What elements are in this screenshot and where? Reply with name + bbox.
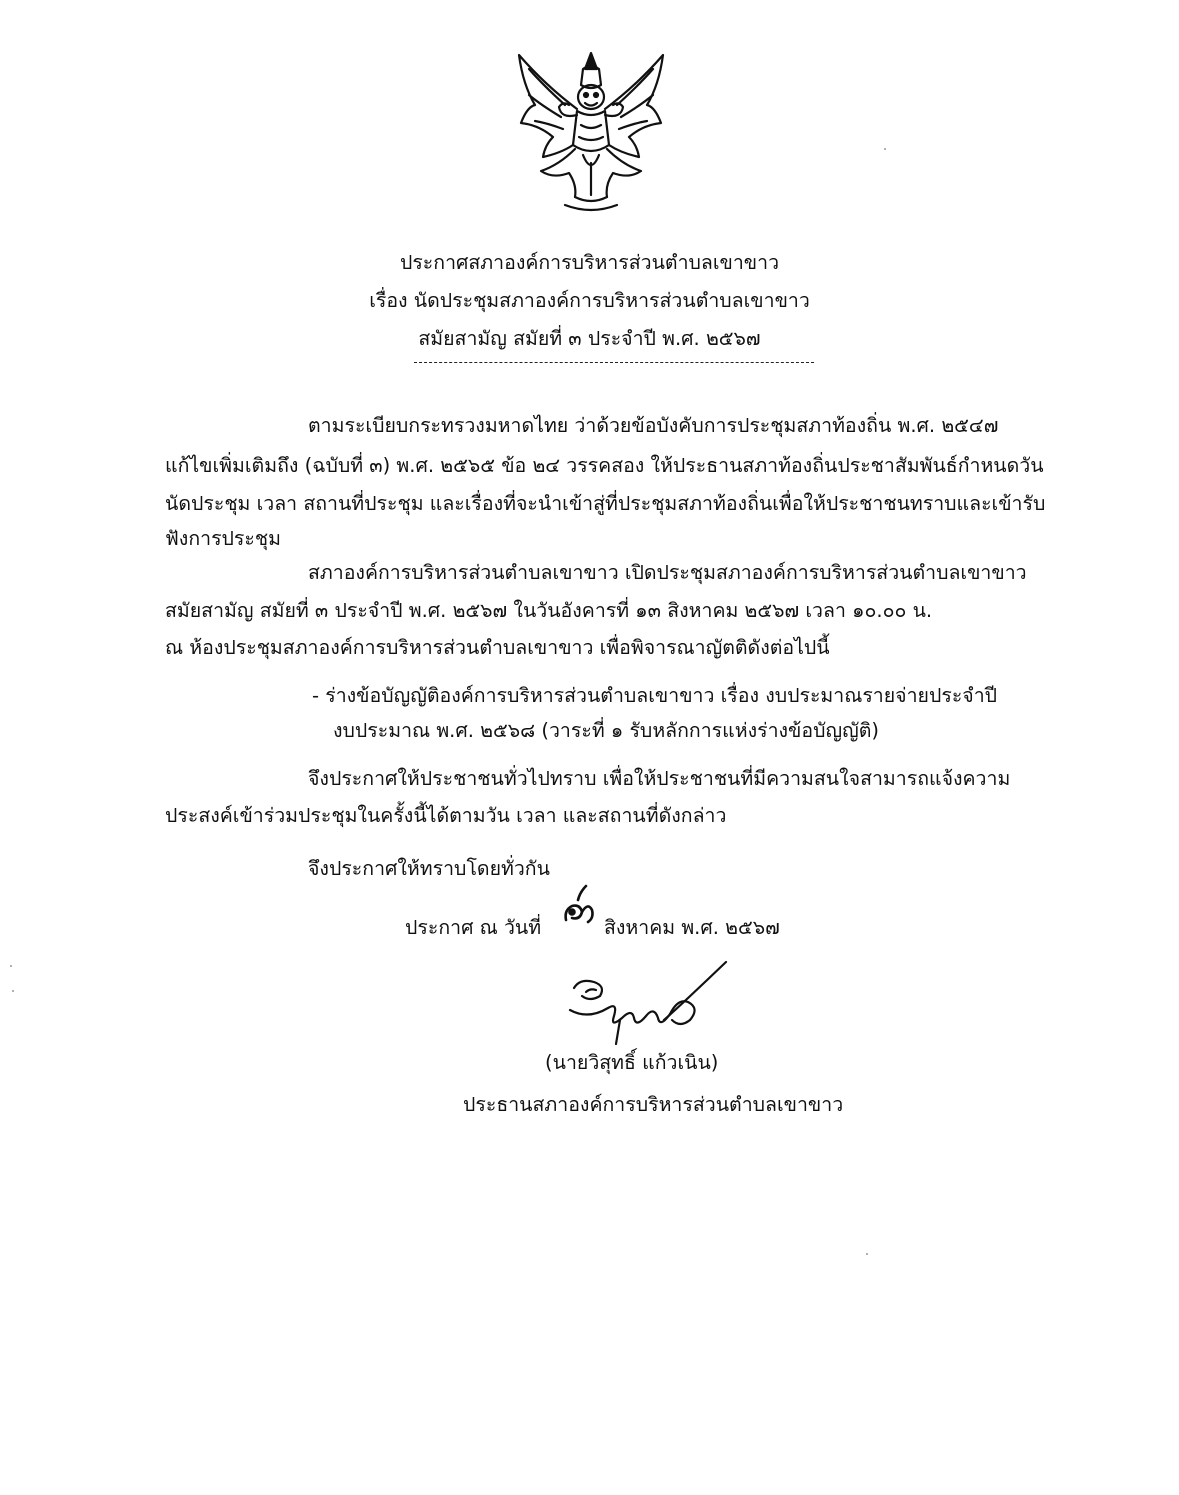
para3-line-2: ประสงค์เข้าร่วมประชุมในครั้งนี้ได้ตามวัน เวลา และสถานที่ดังกล่าว	[165, 804, 727, 827]
para1-line-3: นัดประชุม เวลา สถานที่ประชุม และเรื่องที่จะนำเข้าสู่ที่ประชุมสภาท้องถิ่นเพื่อให้ประชาชนทราบและเข้ารับ	[165, 492, 1046, 515]
para2-line-2: สมัยสามัญ สมัยที่ ๓ ประจำปี พ.ศ. ๒๕๖๗ ในวันอังคารที่ ๑๓ สิงหาคม ๒๕๖๗ เวลา ๑๐.๐๐ น.	[165, 599, 933, 622]
handwritten-day-number	[560, 882, 600, 930]
divider	[414, 362, 814, 363]
scan-speck	[884, 148, 886, 150]
para2-line-1: สภาองค์การบริหารส่วนตำบลเขาขาว เปิดประชุมสภาองค์การบริหารส่วนตำบลเขาขาว	[308, 561, 1027, 584]
para1-line-2: แก้ไขเพิ่มเติมถึง (ฉบับที่ ๓) พ.ศ. ๒๕๖๕ ข้อ ๒๔ วรรคสอง ให้ประธานสภาท้องถิ่นประชาสัมพันธ์กำหนดวัน	[165, 454, 1044, 477]
title-line-1: ประกาศสภาองค์การบริหารส่วนตำบลเขาขาว	[399, 251, 780, 274]
session-line: สมัยสามัญ สมัยที่ ๓ ประจำปี พ.ศ. ๒๕๖๗	[418, 327, 761, 350]
para2-line-3: ณ ห้องประชุมสภาองค์การบริหารส่วนตำบลเขาขาว เพื่อพิจารณาญัตติดังต่อไปนี้	[165, 636, 830, 659]
signatory-position: ประธานสภาองค์การบริหารส่วนตำบลเขาขาว	[463, 1093, 844, 1116]
scan-speck	[866, 1253, 868, 1255]
scan-speck	[10, 965, 12, 967]
handwritten-signature	[560, 958, 735, 1053]
para1-line-1: ตามระเบียบกระทรวงมหาดไทย ว่าด้วยข้อบังคับการประชุมสภาท้องถิ่น พ.ศ. ๒๕๔๗	[308, 414, 999, 437]
para3-line-1: จึงประกาศให้ประชาชนทั่วไปทราบ เพื่อให้ประชาชนที่มีความสนใจสามารถแจ้งความ	[308, 767, 1011, 790]
closing-line: จึงประกาศให้ทราบโดยทั่วกัน	[308, 857, 550, 880]
agenda-item: - ร่างข้อบัญญัติองค์การบริหารส่วนตำบลเขาขาว เรื่อง งบประมาณรายจ่ายประจำปี	[312, 684, 998, 707]
scan-speck	[12, 990, 14, 992]
subject-line: เรื่อง นัดประชุมสภาองค์การบริหารส่วนตำบลเขาขาว	[369, 289, 810, 312]
signatory-name: (นายวิสุทธิ์ แก้วเนิน)	[545, 1051, 719, 1074]
date-suffix: สิงหาคม พ.ศ. ๒๕๖๗	[604, 916, 780, 939]
garuda-emblem-icon	[505, 45, 677, 215]
agenda-item-continued: งบประมาณ พ.ศ. ๒๕๖๘ (วาระที่ ๑ รับหลักการแห่งร่างข้อบัญญัติ)	[333, 719, 879, 742]
date-prefix: ประกาศ ณ วันที่	[405, 916, 542, 939]
para1-line-4: ฟังการประชุม	[165, 527, 281, 550]
